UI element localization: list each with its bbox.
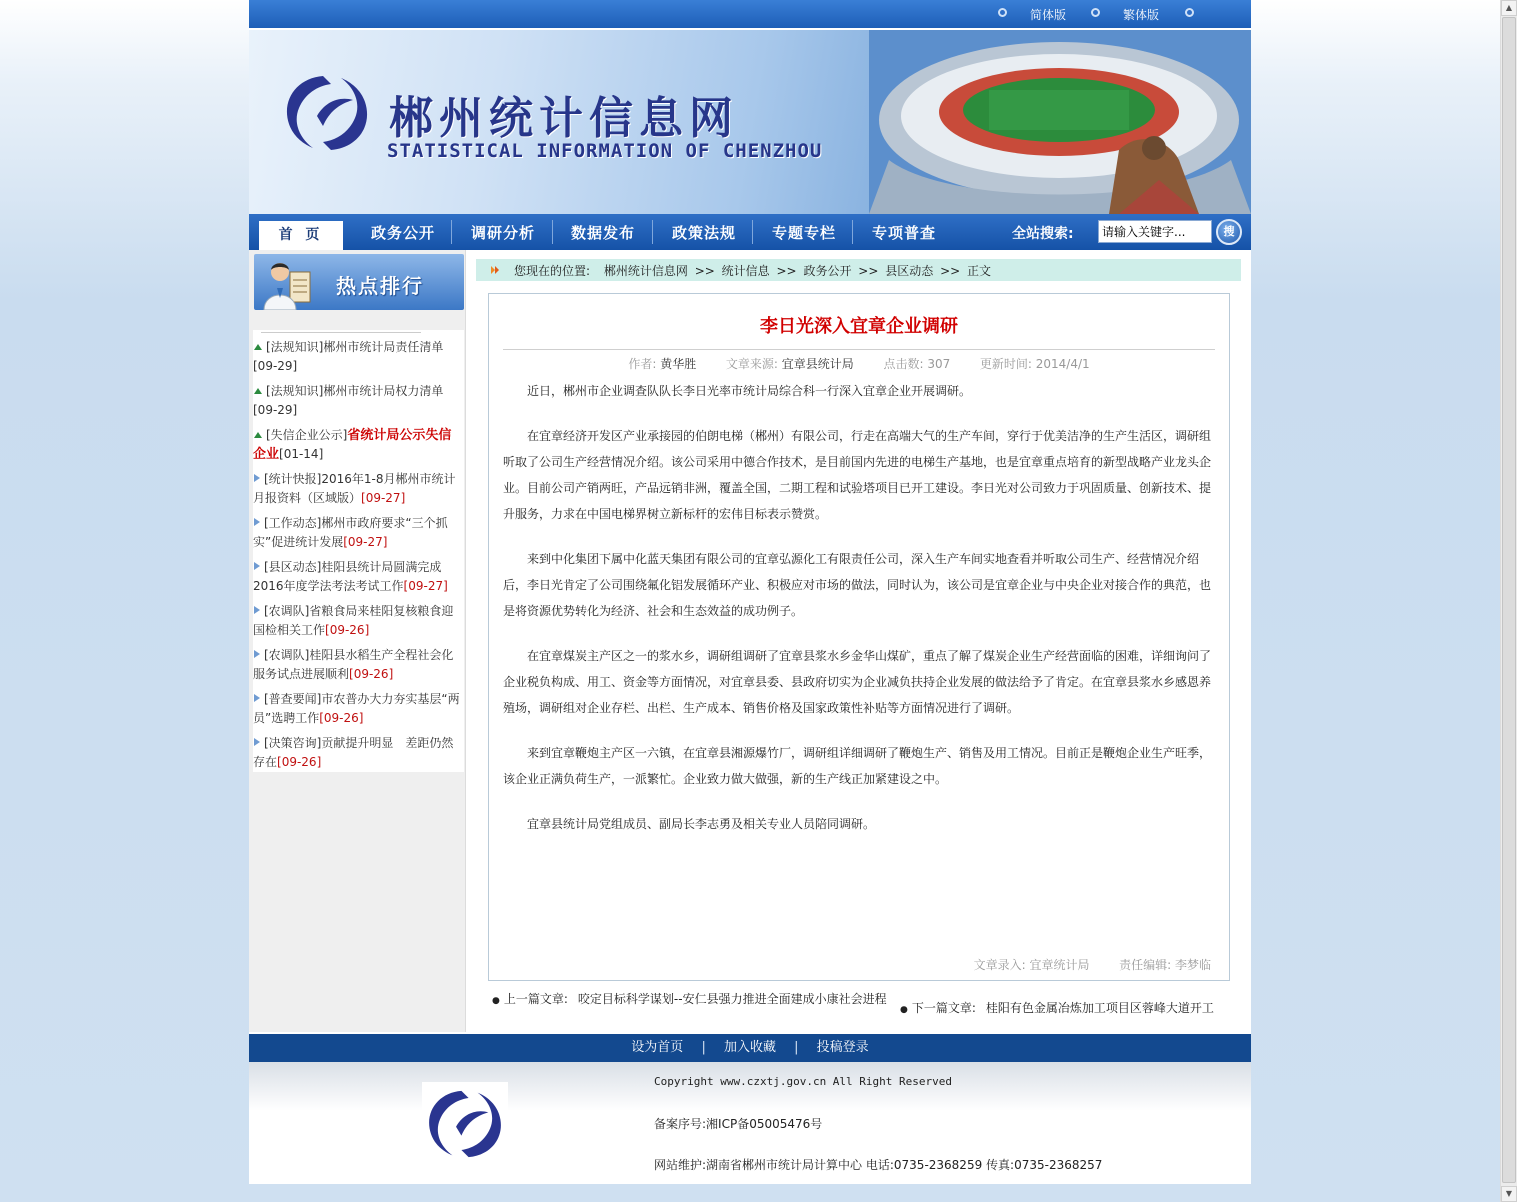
add-favorite-link[interactable]: 加入收藏 [723,1040,776,1055]
article-paragraph: 在宜章经济开发区产业承接园的伯朗电梯（郴州）有限公司，行走在高端大气的生产车间，穿行于优美洁净的生产生活区，调研组听取了公司生产经营情况介绍。该公司采用中德合作技术，是目前国内先进的电梯生产基地，也是宜章重点培育的新型战略产业龙头企业。目前公司产销两旺，产品远销非洲，覆盖全国，二期工程和试验塔项目已开工建设。李日光对公司致力于巩固质量、创新技术、提升服务，力求在中国电梯界树立新标杆的宏伟目标表示赞赏。 [503,429,1212,521]
author-label: 作者: [628,357,657,371]
divider [503,349,1215,350]
hot-item-link[interactable]: [县区动态]桂阳县统计局圆满完成2016年度学法考法考试工作 [253,560,442,593]
hot-list-item[interactable] [253,734,461,772]
hot-list-item[interactable] [253,514,461,552]
hits-label: 点击数: [883,357,924,371]
triangle-up-icon [254,344,262,350]
entry-value: 宜章统计局 [1029,958,1090,972]
person-icon [262,258,314,310]
breadcrumb-item[interactable]: 县区动态 [885,264,934,278]
nav-data-release[interactable]: 数据发布 [571,224,636,242]
nav-home[interactable]: 首 页 [259,221,343,250]
nav-divider [752,220,753,244]
triangle-right-icon [254,518,260,526]
main-nav [249,214,1251,250]
sidebar [249,250,466,1032]
triangle-up-icon [254,432,262,438]
prev-label: 上一篇文章: [503,992,568,1006]
nav-divider [852,220,853,244]
nav-divider [652,220,653,244]
triangle-right-icon [254,694,260,702]
breadcrumb [514,262,991,279]
article-paragraph: 宜章县统计局党组成员、副局长李志勇及相关专业人员陪同调研。 [527,817,876,831]
article-footer [489,956,1211,973]
hot-item-link[interactable]: [统计快报]2016年1-8月郴州市统计月报资料（区域版） [253,472,456,505]
nav-divider [451,220,452,244]
stadium-image [869,30,1251,214]
next-article-link[interactable]: 桂阳有色金属冶炼加工项目区蓉峰大道开工 [985,1001,1214,1015]
hot-item-date: [09-27] [343,535,388,549]
hot-list-item[interactable] [253,382,461,420]
breadcrumb-separator: >> [940,264,961,278]
breadcrumb-item[interactable]: 政务公开 [803,264,852,278]
next-label: 下一篇文章: [911,1001,976,1015]
article-title: 李日光深入宜章企业调研 [760,316,958,337]
entry-label: 文章录入: [973,958,1026,972]
search-input[interactable] [1098,220,1212,243]
search-label: 全站搜索: [1012,226,1074,242]
nav-special-topics[interactable]: 专题专栏 [772,224,837,242]
set-homepage-link[interactable]: 设为首页 [631,1040,684,1055]
updated-date: 2014/4/1 [1035,357,1090,371]
prev-article [492,988,892,1012]
traditional-link[interactable]: 繁体版 [1123,8,1160,22]
breadcrumb-separator: >> [858,264,879,278]
nav-policies[interactable]: 政策法规 [672,224,737,242]
hot-list-item[interactable] [253,338,461,376]
triangle-right-icon [254,650,260,658]
scroll-up-arrow-icon[interactable]: ▲ [1501,0,1517,16]
breadcrumb-label: 您现在的位置: [514,264,591,278]
hot-list-item[interactable] [253,646,461,684]
article-meta [489,355,1229,372]
banner [249,30,1251,214]
nav-divider [552,220,553,244]
source: 宜章县统计局 [781,357,854,371]
hot-item-date: [09-26] [349,667,394,681]
simplified-link[interactable]: 简体版 [1030,8,1067,22]
article [488,293,1230,981]
triangle-up-icon [254,388,262,394]
hot-item-link[interactable]: [农调队]桂阳县水稻生产全程社会化服务试点进展顺利 [253,648,454,681]
prev-article-link[interactable]: 咬定目标科学谋划--安仁县强力推进全面建成小康社会进程 [577,992,887,1006]
arrow-icon [490,265,500,275]
hot-ranking-title: 热点排行 [336,274,424,298]
source-label: 文章来源: [725,357,778,371]
hot-item-link[interactable]: [普查要闻]市农普办大力夯实基层“两员”选聘工作 [253,692,460,725]
bullet-icon: ● [492,996,500,1006]
next-article [900,999,1240,1016]
article-paragraph: 来到宜章鞭炮主产区一六镇，在宜章县湘源爆竹厂，调研组详细调研了鞭炮生产、销售及用工情况。目前正是鞭炮企业生产旺季，该企业正满负荷生产，一派繁忙。企业致力做大做强，新的生产线正加紧建设之中。 [503,746,1212,786]
breadcrumb-item[interactable]: 郴州统计信息网 [603,264,688,278]
divider [261,332,421,333]
hot-item-link[interactable]: [决策咨询]贡献提升明显 差距仍然存在 [253,736,454,769]
hot-ranking-list [253,330,464,772]
article-paragraph: 来到中化集团下属中化蓝天集团有限公司的宜章弘源化工有限责任公司，深入生产车间实地查看并听取公司生产、经营情况介绍后，李日光肯定了公司围绕氟化铝发展循环产业、积极应对市场的做法，同时认为，该公司是宜章企业与中央企业对接合作的典范，也是将资源优势转化为经济、社会和生态效益的成功例子。 [503,552,1212,618]
hot-item-date: [09-26] [277,755,322,769]
hot-item-date: [09-29] [253,359,298,373]
bullet-icon [1185,8,1194,17]
author: 黄华胜 [660,357,697,371]
vertical-scrollbar[interactable] [1500,0,1517,1202]
hot-item-date: [09-29] [253,403,298,417]
site-title: 郴州统计信息网 [389,93,739,144]
hot-item-date: [01-14] [279,447,324,461]
hot-item-date: [09-27] [403,579,448,593]
copyright: Copyright www.czxtj.gov.cn All Right Reserved [654,1075,953,1088]
hot-item-category: [失信企业公示] [266,428,348,442]
submission-login-link[interactable]: 投稿登录 [816,1040,869,1055]
hot-list-item[interactable] [253,558,461,596]
triangle-right-icon [254,606,260,614]
maintenance-info: 网站维护:湖南省郴州市统计局计算中心 电话:0735-2368259 传真:0735-2368257 [654,1158,1103,1172]
updated-label: 更新时间: [979,357,1032,371]
triangle-right-icon [254,562,260,570]
breadcrumb-item[interactable]: 统计信息 [721,264,770,278]
hot-list-item[interactable] [253,470,461,508]
breadcrumb-bar [476,259,1241,281]
hits-count: 307 [927,357,951,371]
nav-government-affairs[interactable]: 政务公开 [371,224,436,242]
breadcrumb-separator: >> [694,264,715,278]
article-paragraph: 在宜章煤炭主产区之一的浆水乡，调研组调研了宜章县浆水乡金华山煤矿，重点了解了煤炭企业生产经营面临的困难，详细询问了企业税负构成、用工、资金等方面情况，对宜章县委、县政府切实为企业减负扶持企业发展的做法给予了肯定。在宜章县浆水乡感恩养殖场，调研组对企业存栏、出栏、生产成本、销售价格及国家政策性补贴等方面情况进行了调研。 [503,649,1212,715]
hot-item-link[interactable]: [法规知识]郴州市统计局权力清单 [266,384,444,398]
hot-list-item[interactable] [253,602,461,640]
separator: | [701,1040,706,1055]
triangle-right-icon [254,738,260,746]
footer-links [249,1034,1251,1062]
separator: | [794,1040,799,1055]
search-button[interactable]: 搜 [1216,219,1242,245]
breadcrumb-item-current: 正文 [967,264,992,278]
hot-item-date: [09-27] [361,491,406,505]
prev-next-nav [488,988,1240,1032]
site-logo-icon [279,70,375,156]
editor-label: 责任编辑: [1119,958,1172,972]
bullet-icon: ● [900,1005,908,1015]
scroll-down-arrow-icon[interactable]: ▼ [1501,1186,1517,1202]
breadcrumb-separator: >> [776,264,797,278]
hot-item-link[interactable]: [农调队]省粮食局来桂阳复核粮食迎国检相关工作 [253,604,454,637]
editor-value: 李梦临 [1174,958,1211,972]
scrollbar-thumb[interactable] [1502,17,1516,1183]
article-paragraph: 近日，郴州市企业调查队队长李日光率市统计局综合科一行深入宜章企业开展调研。 [527,384,972,398]
hot-list-item[interactable] [253,690,461,728]
article-body [503,378,1217,856]
site-subtitle: STATISTICAL INFORMATION OF CHENZHOU [387,140,823,162]
hot-item-link[interactable]: [法规知识]郴州市统计局责任清单 [266,340,444,354]
top-bar [249,0,1251,28]
bullet-icon [1091,8,1100,17]
icp-number: 备案序号:湘ICP备05005476号 [654,1117,823,1131]
hot-item-link[interactable]: 省统计局公示失信企业 [253,428,452,462]
footer [249,1062,1251,1184]
page [249,0,1251,1184]
hot-list-item[interactable] [253,426,461,464]
site-logo-icon [422,1082,508,1166]
hot-item-link[interactable]: [工作动态]郴州市政府要求“三个抓实”促进统计发展 [253,516,448,549]
nav-census[interactable]: 专项普查 [872,224,937,242]
nav-research[interactable]: 调研分析 [471,224,536,242]
bullet-icon [998,8,1007,17]
hot-item-date: [09-26] [319,711,364,725]
triangle-right-icon [254,474,260,482]
hot-item-date: [09-26] [325,623,370,637]
hot-ranking-header [254,254,464,310]
